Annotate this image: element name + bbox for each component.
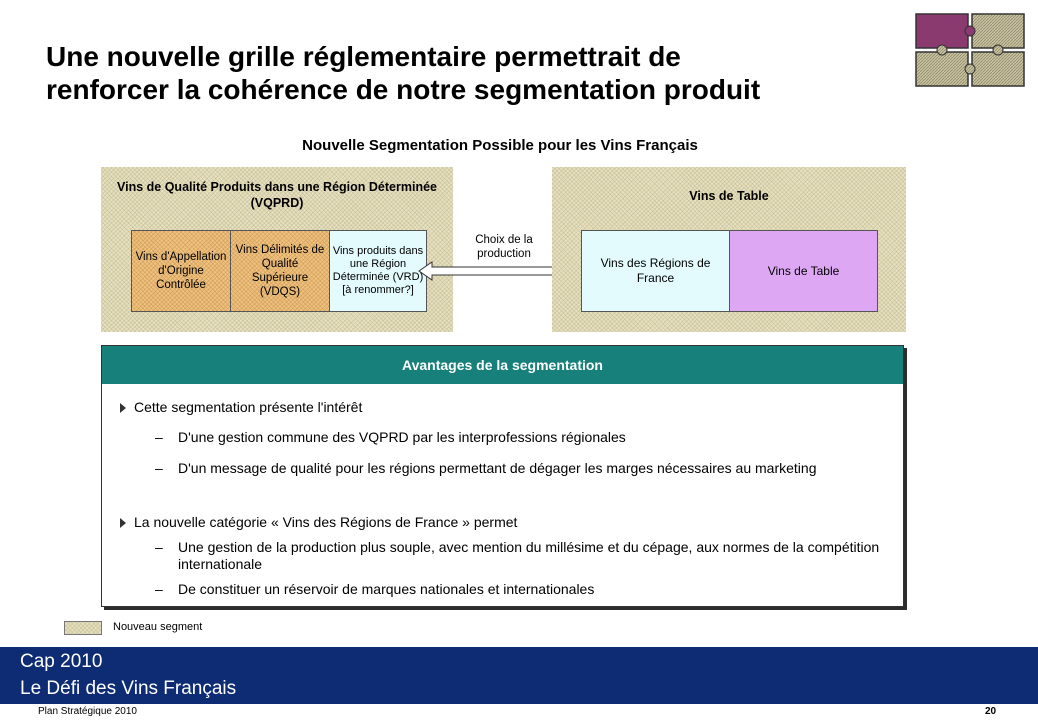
- bullet-triangle-icon: [120, 518, 126, 528]
- aoc-box-label: Vins d'Appellation d'Origine Contrôlée: [135, 251, 227, 291]
- arrow-label: Choix de la production: [475, 234, 533, 260]
- slide-title-line2: renforcer la cohérence de notre segmentation produit: [46, 74, 761, 105]
- vrd-box-label: Vins produits dans une Région Déterminée (VRD) [à renommer?]: [332, 245, 424, 296]
- vdqs-box: [230, 230, 330, 312]
- aoc-box: [131, 230, 231, 312]
- footer-line2: Le Défi des Vins Français: [20, 678, 237, 699]
- vins-de-table-panel-title: Vins de Table: [689, 189, 769, 203]
- bullet-2-text: La nouvelle catégorie « Vins des Régions de France » permet: [134, 514, 518, 530]
- vins-de-table-box-label: Vins de Table: [767, 264, 840, 278]
- page-number: 20: [985, 706, 997, 717]
- bullet-1-sub-1: D'une gestion commune des VQPRD par les interprofessions régionales: [178, 429, 626, 445]
- advantages-header: Avantages de la segmentation: [102, 346, 903, 384]
- vqprd-panel-title: Vins de Qualité Produits dans une Région Déterminée (VQPRD): [117, 180, 437, 210]
- dash-icon: –: [155, 581, 163, 597]
- bullet-triangle-icon: [120, 403, 126, 413]
- puzzle-logo-icon: [914, 12, 1026, 88]
- footer-plan-label: Plan Stratégique 2010: [38, 706, 137, 717]
- vins-de-table-box: [729, 230, 878, 312]
- vrd-box: [329, 230, 427, 312]
- slide-title: [46, 40, 906, 106]
- bullet-2-sub-2: De constituer un réservoir de marques nationales et internationales: [178, 581, 595, 597]
- footer-line1: Cap 2010: [20, 651, 103, 672]
- bullet-1-text: Cette segmentation présente l'intérêt: [134, 399, 363, 415]
- slide-title-line1: Une nouvelle grille réglementaire permettrait de: [46, 41, 681, 72]
- diagram-title: Nouvelle Segmentation Possible pour les Vins Français: [302, 137, 698, 154]
- regions-de-france-box: [581, 230, 730, 312]
- bullet-1-sub-2: D'un message de qualité pour les régions permettant de dégager les marges nécessaires au marketing: [178, 460, 817, 476]
- bullet-2-sub-1: Une gestion de la production plus souple, avec mention du millésime et du cépage, aux normes de la compétition internationale: [178, 539, 880, 572]
- dash-icon: –: [155, 460, 163, 476]
- legend-swatch: [64, 621, 102, 635]
- vdqs-box-label: Vins Délimités de Qualité Supérieure (VDQS): [235, 244, 325, 298]
- regions-de-france-box-label: Vins des Régions de France: [600, 256, 711, 285]
- legend-label: Nouveau segment: [113, 621, 203, 633]
- dash-icon: –: [155, 539, 163, 555]
- dash-icon: –: [155, 429, 163, 445]
